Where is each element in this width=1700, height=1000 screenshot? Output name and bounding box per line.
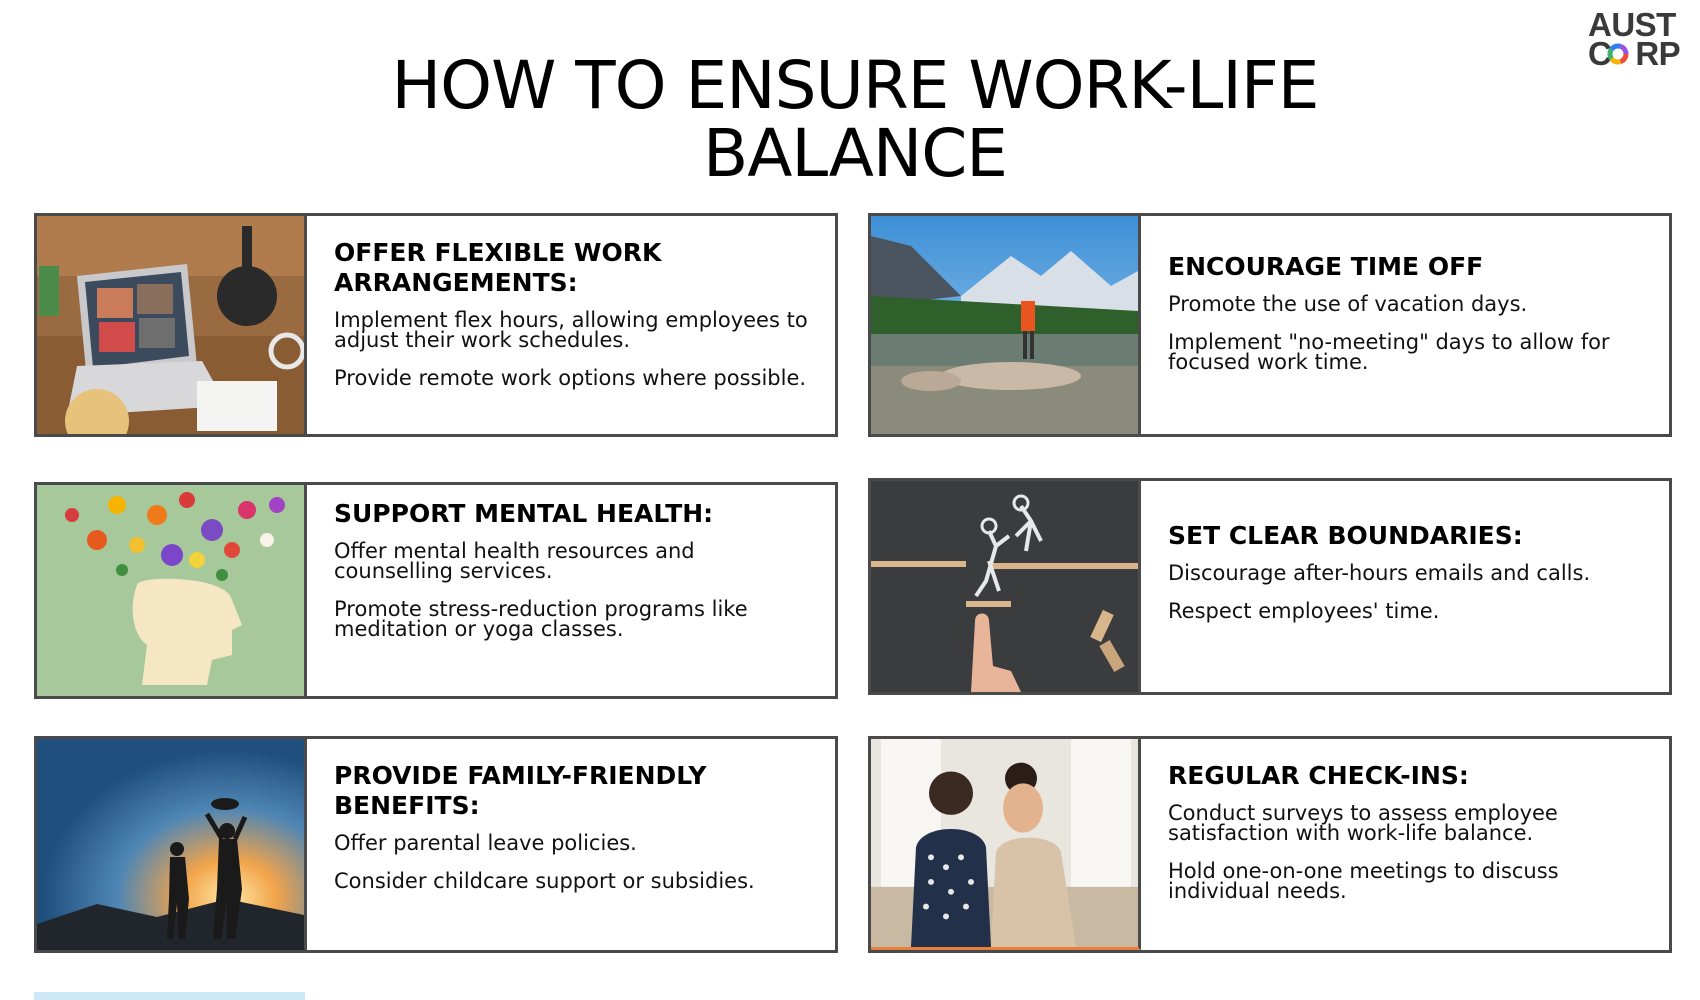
logo-line2: C RP xyxy=(1588,35,1681,72)
card-point: Promote stress-reduction programs like meditation or yoga classes. xyxy=(334,597,748,641)
page-title xyxy=(330,47,1380,192)
card-heading: OFFER FLEXIBLE WORK ARRANGEMENTS: xyxy=(334,238,662,297)
austcorp-logo xyxy=(1588,6,1688,72)
card-point: Offer parental leave policies. xyxy=(334,831,637,855)
card-point: Discourage after-hours emails and calls. xyxy=(1168,561,1591,585)
card-text xyxy=(1168,761,1649,919)
card-heading: ENCOURAGE TIME OFF xyxy=(1168,252,1484,281)
card-point: Provide remote work options where possible. xyxy=(334,366,807,390)
logo-line1: AUST xyxy=(1588,6,1676,43)
card-heading: SUPPORT MENTAL HEALTH: xyxy=(334,499,714,528)
card-family-friendly xyxy=(34,736,838,953)
laptop-video-call-photo xyxy=(37,216,307,434)
card-mental-health xyxy=(34,482,838,699)
card-point: Consider childcare support or subsidies. xyxy=(334,869,755,893)
card-time-off xyxy=(868,213,1672,437)
next-card-image-edge xyxy=(34,992,305,1000)
family-sunset-silhouette-photo xyxy=(37,739,307,950)
card-text xyxy=(1168,521,1649,639)
chalk-figures-steps-photo xyxy=(871,481,1141,692)
card-point: Offer mental health resources and counselling services. xyxy=(334,539,695,583)
page-title-line2: BALANCE xyxy=(702,115,1008,192)
card-heading: REGULAR CHECK-INS: xyxy=(1168,761,1469,790)
card-clear-boundaries xyxy=(868,478,1672,695)
card-point: Conduct surveys to assess employee satisfaction with work-life balance. xyxy=(1168,801,1558,845)
card-heading: SET CLEAR BOUNDARIES: xyxy=(1168,521,1523,550)
card-point: Hold one-on-one meetings to discuss individual needs. xyxy=(1168,859,1559,903)
two-women-meeting-photo xyxy=(871,739,1141,950)
card-text xyxy=(334,499,815,657)
mountain-lake-hiker-photo xyxy=(871,216,1141,434)
card-point: Implement flex hours, allowing employees to adjust their work schedules. xyxy=(334,308,808,352)
card-point: Respect employees' time. xyxy=(1168,599,1440,623)
card-text xyxy=(334,761,815,909)
logo-color-ring-icon xyxy=(1606,42,1630,66)
card-regular-check-ins xyxy=(868,736,1672,953)
card-point: Promote the use of vacation days. xyxy=(1168,292,1528,316)
head-with-flowers-photo xyxy=(37,485,307,696)
card-heading: PROVIDE FAMILY-FRIENDLY BENEFITS: xyxy=(334,761,707,820)
card-point: Implement "no-meeting" days to allow for focused work time. xyxy=(1168,330,1610,374)
card-text xyxy=(1168,252,1649,390)
page-title-line1: HOW TO ENSURE WORK-LIFE xyxy=(391,47,1319,124)
card-flexible-work xyxy=(34,213,838,437)
card-text xyxy=(334,238,815,406)
